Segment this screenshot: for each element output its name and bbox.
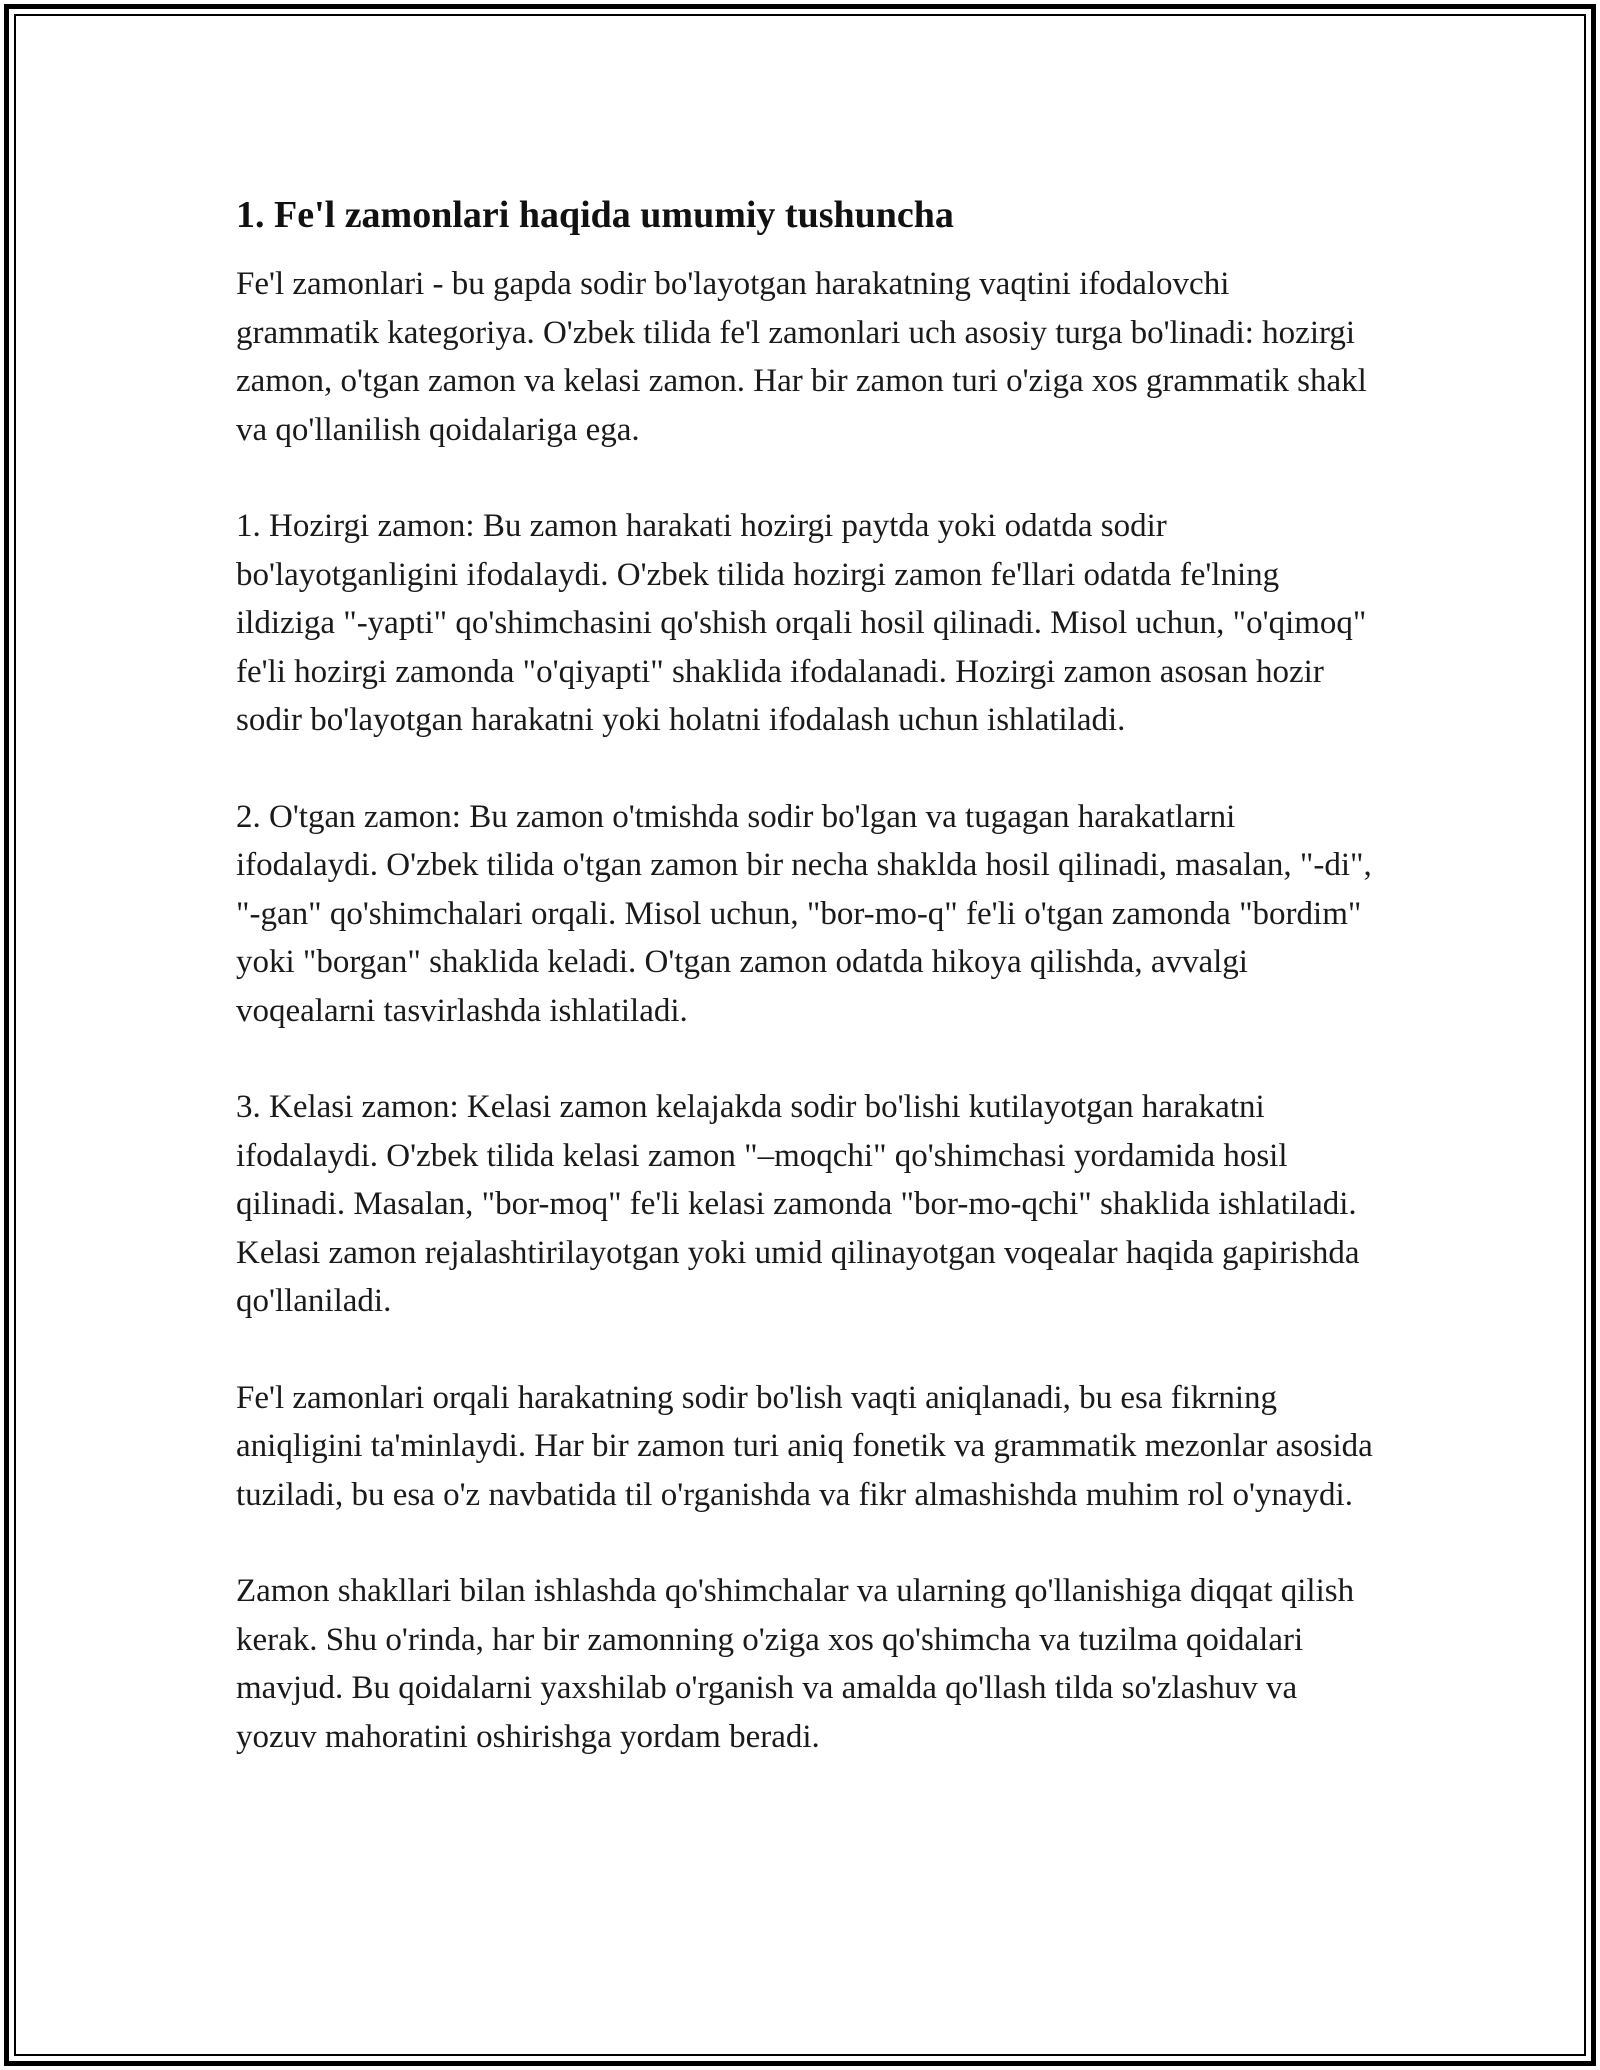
closing-paragraph: Zamon shakllari bilan ishlashda qo'shimchalar va ularning qo'llanishiga diqqat qilish kerak. Shu o'rinda, har bir zamonning o'ziga xos qo'shimcha va tuzilma qoidalari mavjud. Bu qoidalarni yaxshilab o'rganish va amalda qo'llash tilda so'zlashuv va yozuv mahoratini oshirishga yordam beradi.	[236, 1573, 1355, 1755]
summary-paragraph: Fe'l zamonlari orqali harakatning sodir bo'lish vaqti aniqlanadi, bu esa fikrning aniqligini ta'minlaydi. Har bir zamon turi aniq fonetik va grammatik mezonlar asosida tuziladi, bu esa o'z navbatida til o'rganishda va fikr almashishda muhim rol o'ynaydi.	[236, 1379, 1373, 1513]
intro-paragraph: Fe'l zamonlari - bu gapda sodir bo'layotgan harakatning vaqtini ifodalovchi grammatik kategoriya. O'zbek tilida fe'l zamonlari uch asosiy turga bo'linadi: hozirgi zamon, o'tgan zamon va kelasi zamon. Har bir zamon turi o'ziga xos grammatik shakl va qo'llanilish qoidalariga ega.	[236, 266, 1367, 448]
document-body	[236, 190, 1376, 1809]
section-heading: 1. Fe'l zamonlari haqida umumiy tushuncha	[236, 194, 954, 236]
future-tense-paragraph: 3. Kelasi zamon: Kelasi zamon kelajakda sodir bo'lishi kutilayotgan harakatni ifodalaydi. O'zbek tilida kelasi zamon "–moqchi" qo'shimchasi yordamida hosil qilinadi. Masalan, "bor-moq" fe'li kelasi zamonda "bor-mo-qchi" shaklida ishlatiladi. Kelasi zamon rejalashtirilayotgan yoki umid qilinayotgan voqealar haqida gapirishda qo'llaniladi.	[236, 1089, 1360, 1319]
past-tense-paragraph: 2. O'tgan zamon: Bu zamon o'tmishda sodir bo'lgan va tugagan harakatlarni ifodalaydi. O'zbek tilida o'tgan zamon bir necha shaklda hosil qilinadi, masalan, "-di", "-gan" qo'shimchalari orqali. Misol uchun, "bor-mo-q" fe'li o'tgan zamonda "bordim" yoki "borgan" shaklida keladi. O'tgan zamon odatda hikoya qilishda, avvalgi voqealarni tasvirlashda ishlatiladi.	[236, 798, 1372, 1029]
present-tense-paragraph: 1. Hozirgi zamon: Bu zamon harakati hozirgi paytda yoki odatda sodir bo'layotganligini ifodalaydi. O'zbek tilida hozirgi zamon fe'llari odatda fe'lning ildiziga "-yapti" qo'shimchasini qo'shish orqali hosil qilinadi. Misol uchun, "o'qimoq" fe'li hozirgi zamonda "o'qiyapti" shaklida ifodalanadi. Hozirgi zamon asosan hozir sodir bo'layotgan harakatni yoki holatni ifodalash uchun ishlatiladi.	[236, 508, 1367, 738]
